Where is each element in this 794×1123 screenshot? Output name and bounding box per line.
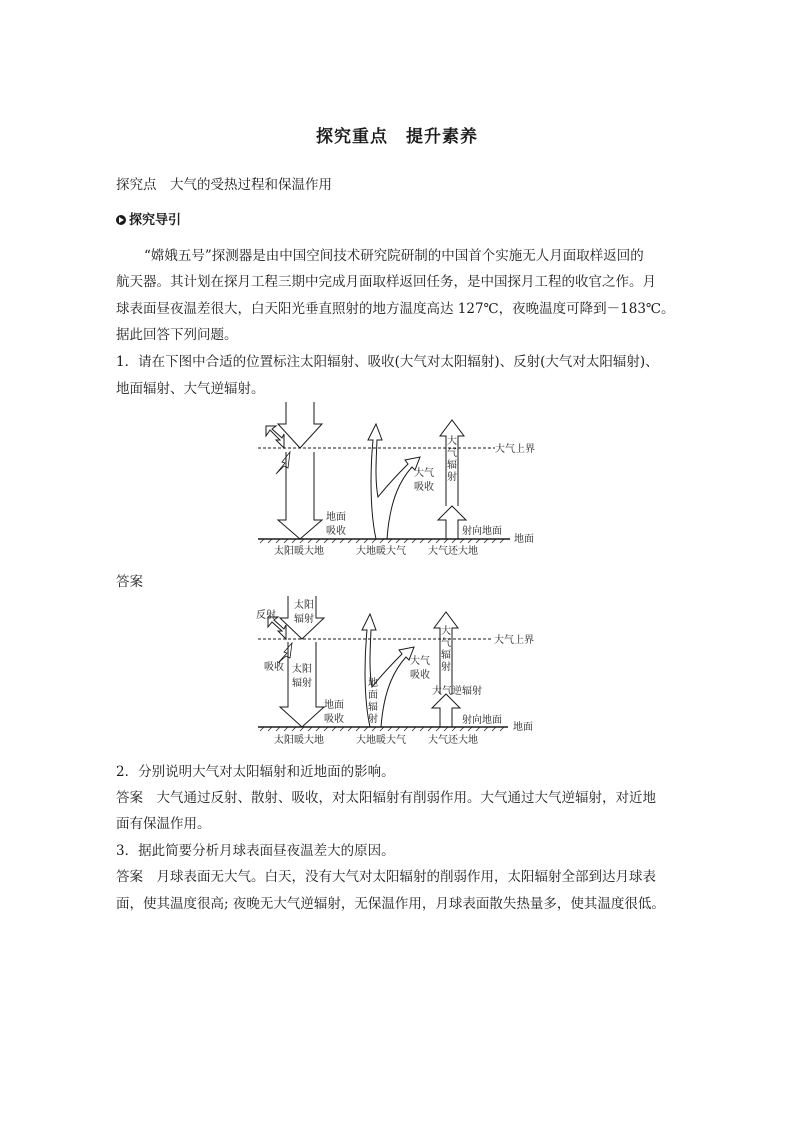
guide-label: 探究导引 — [129, 213, 182, 228]
ground-absorb-label-2: 吸收 — [326, 526, 346, 537]
answer-ground-rad-2: 面 — [368, 690, 378, 701]
question-3: 3．据此简要分析月球表面昼夜温差大的原因。 — [116, 843, 395, 859]
answer-atm-rad-4: 射 — [441, 662, 451, 673]
answer-caption-atm: 大气还大地 — [428, 735, 478, 746]
guide-heading — [116, 209, 181, 228]
heating-process-diagram — [240, 402, 550, 560]
ground-label: 地面 — [514, 534, 534, 545]
answer-solar-top-label-2: 辐射 — [294, 614, 314, 625]
answer-label-1: 答案 — [116, 574, 143, 590]
answer-atm-absorb-label-2: 吸收 — [410, 670, 430, 681]
atm-radiation-label-2: 气 — [447, 448, 457, 459]
answer-atm-absorb-label: 大气 — [410, 656, 430, 667]
caption-sun: 太阳暖大地 — [274, 546, 324, 557]
intro-line: 据此回答下列问题。 — [116, 327, 238, 343]
answer-caption-earth: 大地暖大气 — [356, 735, 406, 746]
intro-line: “嫦娥五号”探测器是由中国空间技术研究院研制的中国首个实施无人月面取样返回的 — [144, 248, 644, 264]
answer-ground-absorb-label: 地面 — [324, 700, 344, 711]
answer-solar-top-label: 太阳 — [294, 600, 314, 611]
atm-radiation-label-4: 射 — [447, 472, 457, 483]
atm-absorb-label: 大气 — [414, 468, 434, 479]
question-1-line: 1．请在下图中合适的位置标注太阳辐射、吸收(大气对太阳辐射)、反射(大气对太阳辐射)、 — [116, 354, 659, 370]
answer-atm-rad-1: 大 — [441, 626, 451, 637]
caption-atm: 大气还大地 — [428, 546, 478, 557]
atm-absorb-label-2: 吸收 — [414, 482, 434, 493]
upper-boundary-label: 大气上界 — [495, 444, 535, 455]
reflect-arrow — [266, 426, 284, 448]
solar-long-arrow — [278, 452, 322, 539]
answer-counter-down-arrow — [432, 694, 460, 727]
ground-absorb-label: 地面 — [326, 512, 346, 523]
solar-short-arrow — [278, 402, 322, 448]
answer-upper-boundary-label: 大气上界 — [494, 635, 534, 646]
answer-solar-mid-label: 太阳 — [292, 664, 312, 675]
absorb-arrow — [276, 452, 290, 474]
answer-absorb-arrow — [278, 643, 292, 663]
ground-radiation-arrow — [368, 424, 420, 539]
answer-atm-rad-2: 气 — [441, 638, 451, 649]
question-2: 2．分别说明大气对太阳辐射和近地面的影响。 — [116, 764, 395, 780]
play-bullet-icon — [116, 215, 126, 225]
answer-to-ground-label: 射向地面 — [462, 715, 502, 726]
answer-2-line: 答案 大气通过反射、散射、吸收，对太阳辐射有削弱作用。大气通过大气逆辐射，对近地 — [116, 790, 656, 806]
atm-radiation-label-3: 辐 — [447, 460, 457, 471]
answer-ground-absorb-label-2: 吸收 — [324, 714, 344, 725]
answer-3-line: 答案 月球表面无大气。白天，没有大气对太阳辐射的削弱作用，太阳辐射全部到达月球表 — [116, 869, 656, 885]
answer-ground-rad-4: 射 — [368, 714, 378, 725]
section-heading: 探究点 大气的受热过程和保温作用 — [116, 177, 332, 193]
intro-line: 球表面昼夜温差很大，白天阳光垂直照射的地方温度高达 127℃，夜晚温度可降到－183℃。 — [116, 301, 675, 317]
question-1-line: 地面辐射、大气逆辐射。 — [116, 381, 265, 397]
answer-atm-rad-3: 辐 — [441, 650, 451, 661]
answer-reflect-label: 反射 — [256, 610, 276, 621]
to-ground-label: 射向地面 — [462, 526, 502, 537]
answer-ground-rad-1: 地 — [368, 678, 378, 689]
intro-line: 航天器。其计划在探月工程三期中完成月面取样返回任务，是中国探月工程的收官之作。月 — [116, 274, 656, 290]
answer-3-line: 面，使其温度很高; 夜晚无大气逆辐射，无保温作用，月球表面散失热量多，使其温度很低。 — [116, 896, 665, 912]
answer-absorb-label: 吸收 — [264, 662, 284, 673]
answer-diagram — [250, 594, 550, 754]
caption-earth: 大地暖大气 — [356, 546, 406, 557]
page-title: 探究重点 提升素养 — [316, 127, 478, 147]
answer-2-line: 面有保温作用。 — [116, 816, 211, 832]
answer-solar-mid-label-2: 辐射 — [292, 678, 312, 689]
answer-counter-rad-label: 大气逆辐射 — [432, 686, 482, 697]
atm-radiation-label-1: 大 — [447, 436, 457, 447]
answer-caption-sun: 太阳暖大地 — [274, 735, 324, 746]
answer-ground-rad-3: 辐 — [368, 702, 378, 713]
answer-ground-label: 地面 — [513, 722, 533, 733]
